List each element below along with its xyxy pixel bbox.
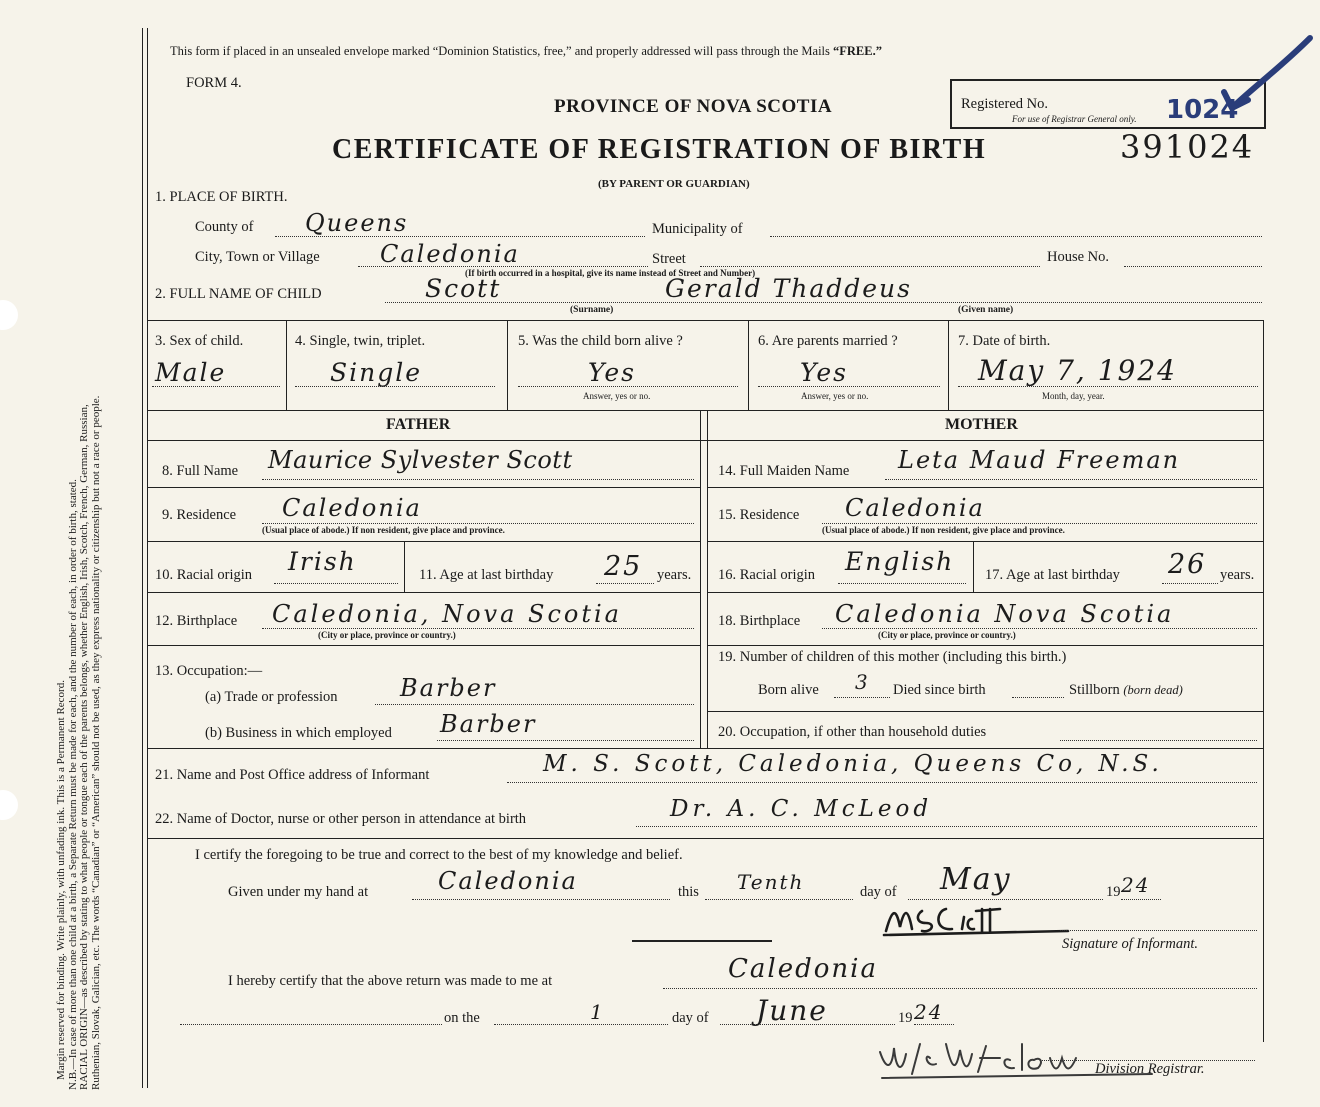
trade-line — [375, 704, 694, 705]
registrar-day-of-label: day of — [672, 1010, 709, 1026]
registrar-place-value: Caledonia — [728, 954, 878, 984]
mother-years-label: years. — [1220, 567, 1255, 583]
rule-row-top — [148, 320, 1264, 321]
certification-divider — [632, 940, 772, 942]
father-residence-line — [262, 523, 694, 524]
father-name-value: Maurice Sylvester Scott — [268, 446, 573, 474]
born-alive-label: Born alive — [758, 682, 819, 698]
certificate-subtitle: (BY PARENT OR GUARDIAN) — [598, 178, 750, 190]
mother-race-label: 16. Racial origin — [718, 567, 816, 583]
father-birthplace-label: 12. Birthplace — [155, 613, 238, 629]
married-value: Yes — [800, 358, 848, 387]
this-label: this — [678, 884, 699, 900]
rule-mother-1 — [707, 487, 1263, 488]
rule-mother-4 — [707, 645, 1263, 646]
mother-occupation-label: 20. Occupation, if other than household duties — [718, 724, 987, 740]
registrar-caption: Division Registrar. — [1095, 1061, 1205, 1077]
mother-children-label: 19. Number of children of this mother (including this birth.) — [718, 649, 1067, 665]
margin-notes — [56, 15, 102, 1090]
given-label: Given under my hand at — [228, 884, 369, 900]
mother-birthplace-caption: (City or place, province or country.) — [878, 630, 1016, 640]
plurality-label: 4. Single, twin, triplet. — [295, 333, 426, 349]
mother-heading: MOTHER — [945, 416, 1018, 433]
margin-border-inner — [147, 28, 148, 1088]
child-given-name: Gerald Thaddeus — [665, 274, 912, 303]
registrar-statement: I hereby certify that the above return was made to me at — [228, 973, 553, 989]
registered-label: Registered No. — [961, 96, 1048, 112]
mother-residence-value: Caledonia — [845, 494, 985, 522]
mother-age-label: 17. Age at last birthday — [985, 567, 1120, 583]
margin-note-line: N.B.—In case of more than one child at a birth, a Separate Return must be made for each, and the number of each, in order of birth, stated. — [66, 479, 79, 1090]
registrar-day-line — [494, 1024, 668, 1025]
blue-check-mark — [1210, 30, 1320, 120]
doctor-label: 22. Name of Doctor, nurse or other person in attendance at birth — [155, 811, 527, 827]
rule-col-sex — [286, 320, 287, 410]
mother-name-line — [885, 479, 1257, 480]
registrar-year-line — [914, 1024, 954, 1025]
father-residence-value: Caledonia — [282, 494, 422, 522]
rule-father-1 — [148, 487, 700, 488]
rule-parent-headings — [148, 440, 1264, 441]
father-residence-label: 9. Residence — [162, 507, 237, 523]
rule-mother-5 — [707, 711, 1263, 712]
rule-parent-divider-a — [700, 410, 701, 748]
given-day-of-label: day of — [860, 884, 897, 900]
informant-signature-line — [1060, 930, 1257, 931]
margin-border-outer — [142, 28, 143, 1088]
business-value: Barber — [440, 710, 537, 738]
rule-father-2 — [148, 541, 700, 542]
doctor-line — [636, 826, 1257, 827]
alive-value: Yes — [588, 358, 636, 387]
given-month-value: May — [940, 862, 1012, 897]
registrar-day-value: 1 — [590, 1000, 605, 1024]
city-value: Caledonia — [380, 240, 520, 268]
father-age-value: 25 — [604, 551, 643, 582]
died-line — [1012, 697, 1064, 698]
given-year-prefix: 19 — [1106, 884, 1121, 900]
on-the-label: on the — [444, 1010, 480, 1026]
county-label: County of — [195, 219, 254, 235]
rule-col-married — [948, 320, 949, 410]
mail-notice — [170, 44, 882, 59]
dob-label: 7. Date of birth. — [958, 333, 1051, 349]
given-place-value: Caledonia — [438, 867, 578, 895]
mother-residence-label: 15. Residence — [718, 507, 800, 523]
mother-race-value: English — [845, 547, 955, 576]
mother-birthplace-value: Caledonia Nova Scotia — [835, 600, 1175, 628]
registrar-prefix-line — [180, 1024, 442, 1025]
surname-caption: (Surname) — [570, 305, 614, 315]
registrar-year-prefix: 19 — [898, 1010, 913, 1026]
given-year-line — [1121, 899, 1161, 900]
informant-line — [507, 782, 1257, 783]
mother-residence-caption: (Usual place of abode.) If non resident, give place and province. — [822, 525, 1065, 535]
married-line — [758, 386, 940, 387]
municipality-label: Municipality of — [652, 221, 743, 237]
alive-caption: Answer, yes or no. — [583, 391, 651, 401]
trade-label: (a) Trade or profession — [205, 689, 338, 705]
mother-race-line — [838, 583, 966, 584]
married-caption: Answer, yes or no. — [801, 391, 869, 401]
house-line — [1124, 266, 1262, 267]
father-occupation-label: 13. Occupation:— — [155, 663, 263, 679]
married-label: 6. Are parents married ? — [758, 333, 898, 349]
mother-birthplace-label: 18. Birthplace — [718, 613, 801, 629]
registered-number: 1024 — [1166, 95, 1239, 125]
mail-notice-text: This form if placed in an unsealed envelope marked “Dominion Statistics, free,” and properly addressed will pass through the Mails — [170, 44, 830, 58]
father-race-value: Irish — [288, 547, 357, 576]
father-age-label: 11. Age at last birthday — [419, 567, 554, 583]
given-day-value: Tenth — [737, 870, 805, 894]
rule-father-4 — [148, 645, 700, 646]
rule-row-parents — [148, 410, 1264, 411]
business-line — [437, 740, 694, 741]
sex-value: Male — [155, 358, 227, 387]
father-residence-caption: (Usual place of abode.) If non resident, give place and province. — [262, 525, 505, 535]
rule-right-border — [1263, 320, 1264, 1042]
father-birthplace-value: Caledonia, Nova Scotia — [272, 600, 622, 628]
rule-mother-2 — [707, 541, 1263, 542]
form-number: FORM 4. — [186, 75, 242, 91]
father-heading: FATHER — [386, 416, 451, 433]
province-heading: PROVINCE OF NOVA SCOTIA — [554, 96, 833, 117]
stillborn-label — [1069, 682, 1183, 699]
municipality-line — [770, 236, 1262, 237]
place-of-birth-heading: 1. PLACE OF BIRTH. — [155, 189, 288, 205]
registrar-place-line — [663, 988, 1257, 989]
mail-notice-free: “FREE.” — [833, 44, 882, 58]
informant-value: M. S. Scott, Caledonia, Queens Co, N.S. — [543, 751, 1163, 777]
father-age-line — [596, 583, 654, 584]
city-label: City, Town or Village — [195, 249, 320, 265]
mother-age-line — [1162, 583, 1218, 584]
mother-residence-line — [822, 523, 1257, 524]
rule-mother-age-col — [973, 541, 974, 592]
rule-row-certification — [148, 838, 1264, 839]
stillborn-note: (born dead) — [1123, 683, 1183, 697]
given-place-line — [412, 899, 670, 900]
registrar-use-note: For use of Registrar General only. — [1012, 114, 1137, 124]
binding-hole-top — [0, 300, 18, 330]
alive-label: 5. Was the child born alive ? — [518, 333, 683, 349]
mother-name-value: Leta Maud Freeman — [898, 446, 1181, 474]
mother-age-value: 26 — [1168, 549, 1207, 580]
doctor-value: Dr. A. C. McLeod — [670, 796, 933, 822]
rule-mother-3 — [707, 592, 1263, 593]
street-label: Street — [652, 251, 686, 267]
registrar-month-value: June — [756, 994, 828, 1027]
binding-hole-bottom — [0, 790, 18, 820]
given-year-value: 24 — [1121, 873, 1151, 897]
certificate-title: CERTIFICATE OF REGISTRATION OF BIRTH — [332, 134, 987, 165]
born-alive-line — [834, 697, 890, 698]
margin-note-line: Ruthenian, Slovak, Galician, etc. The words “Canadian” or “American” should not be used, as they express nationality or citizenship but not a race or people. — [89, 395, 102, 1090]
handwritten-registration-number: 391024 — [1120, 128, 1255, 166]
died-label: Died since birth — [893, 682, 986, 698]
given-name-caption: (Given name) — [958, 305, 1014, 315]
father-race-line — [274, 583, 398, 584]
street-line — [700, 266, 1040, 267]
given-day-line — [705, 899, 853, 900]
mother-name-label: 14. Full Maiden Name — [718, 463, 850, 479]
plurality-value: Single — [330, 358, 423, 387]
business-label: (b) Business in which employed — [205, 725, 392, 741]
child-surname: Scott — [425, 274, 502, 303]
rule-row-informant — [148, 748, 1264, 749]
sex-label: 3. Sex of child. — [155, 333, 244, 349]
father-birthplace-line — [262, 628, 694, 629]
trade-value: Barber — [400, 674, 497, 702]
father-race-label: 10. Racial origin — [155, 567, 253, 583]
county-value: Queens — [305, 209, 409, 237]
born-alive-value: 3 — [855, 670, 870, 694]
stillborn-text: Stillborn — [1069, 682, 1120, 698]
dob-value: May 7, 1924 — [978, 354, 1177, 387]
certification-statement: I certify the foregoing to be true and correct to the best of my knowledge and belief. — [195, 847, 683, 863]
margin-note-line: Margin reserved for binding. Write plainly, with unfading ink. This is a Permanent Record. — [55, 680, 67, 1080]
hospital-note: (If birth occurred in a hospital, give its name instead of Street and Number) — [465, 268, 756, 278]
rule-father-3 — [148, 592, 700, 593]
rule-col-plurality — [507, 320, 508, 410]
father-name-label: 8. Full Name — [162, 463, 239, 479]
rule-father-age-col — [404, 541, 405, 592]
child-name-label: 2. FULL NAME OF CHILD — [155, 286, 322, 302]
margin-note-line: RACIAL ORIGIN—as described by stating to what people or tongue each of the parents belongs, whether English, Irish, Scotch, French, German, Russian, — [78, 404, 91, 1090]
registrar-year-value: 24 — [914, 1000, 944, 1024]
informant-signature — [878, 897, 1078, 945]
signature-caption: Signature of Informant. — [1062, 936, 1199, 952]
father-birthplace-caption: (City or place, province or country.) — [318, 630, 456, 640]
father-name-line — [262, 479, 694, 480]
informant-label: 21. Name and Post Office address of Informant — [155, 767, 430, 783]
mother-birthplace-line — [822, 628, 1257, 629]
rule-parent-divider-b — [707, 410, 708, 748]
father-years-label: years. — [657, 567, 692, 583]
house-label: House No. — [1047, 249, 1110, 265]
mother-occupation-line — [1060, 740, 1257, 741]
rule-col-alive — [748, 320, 749, 410]
dob-caption: Month, day, year. — [1042, 391, 1105, 401]
